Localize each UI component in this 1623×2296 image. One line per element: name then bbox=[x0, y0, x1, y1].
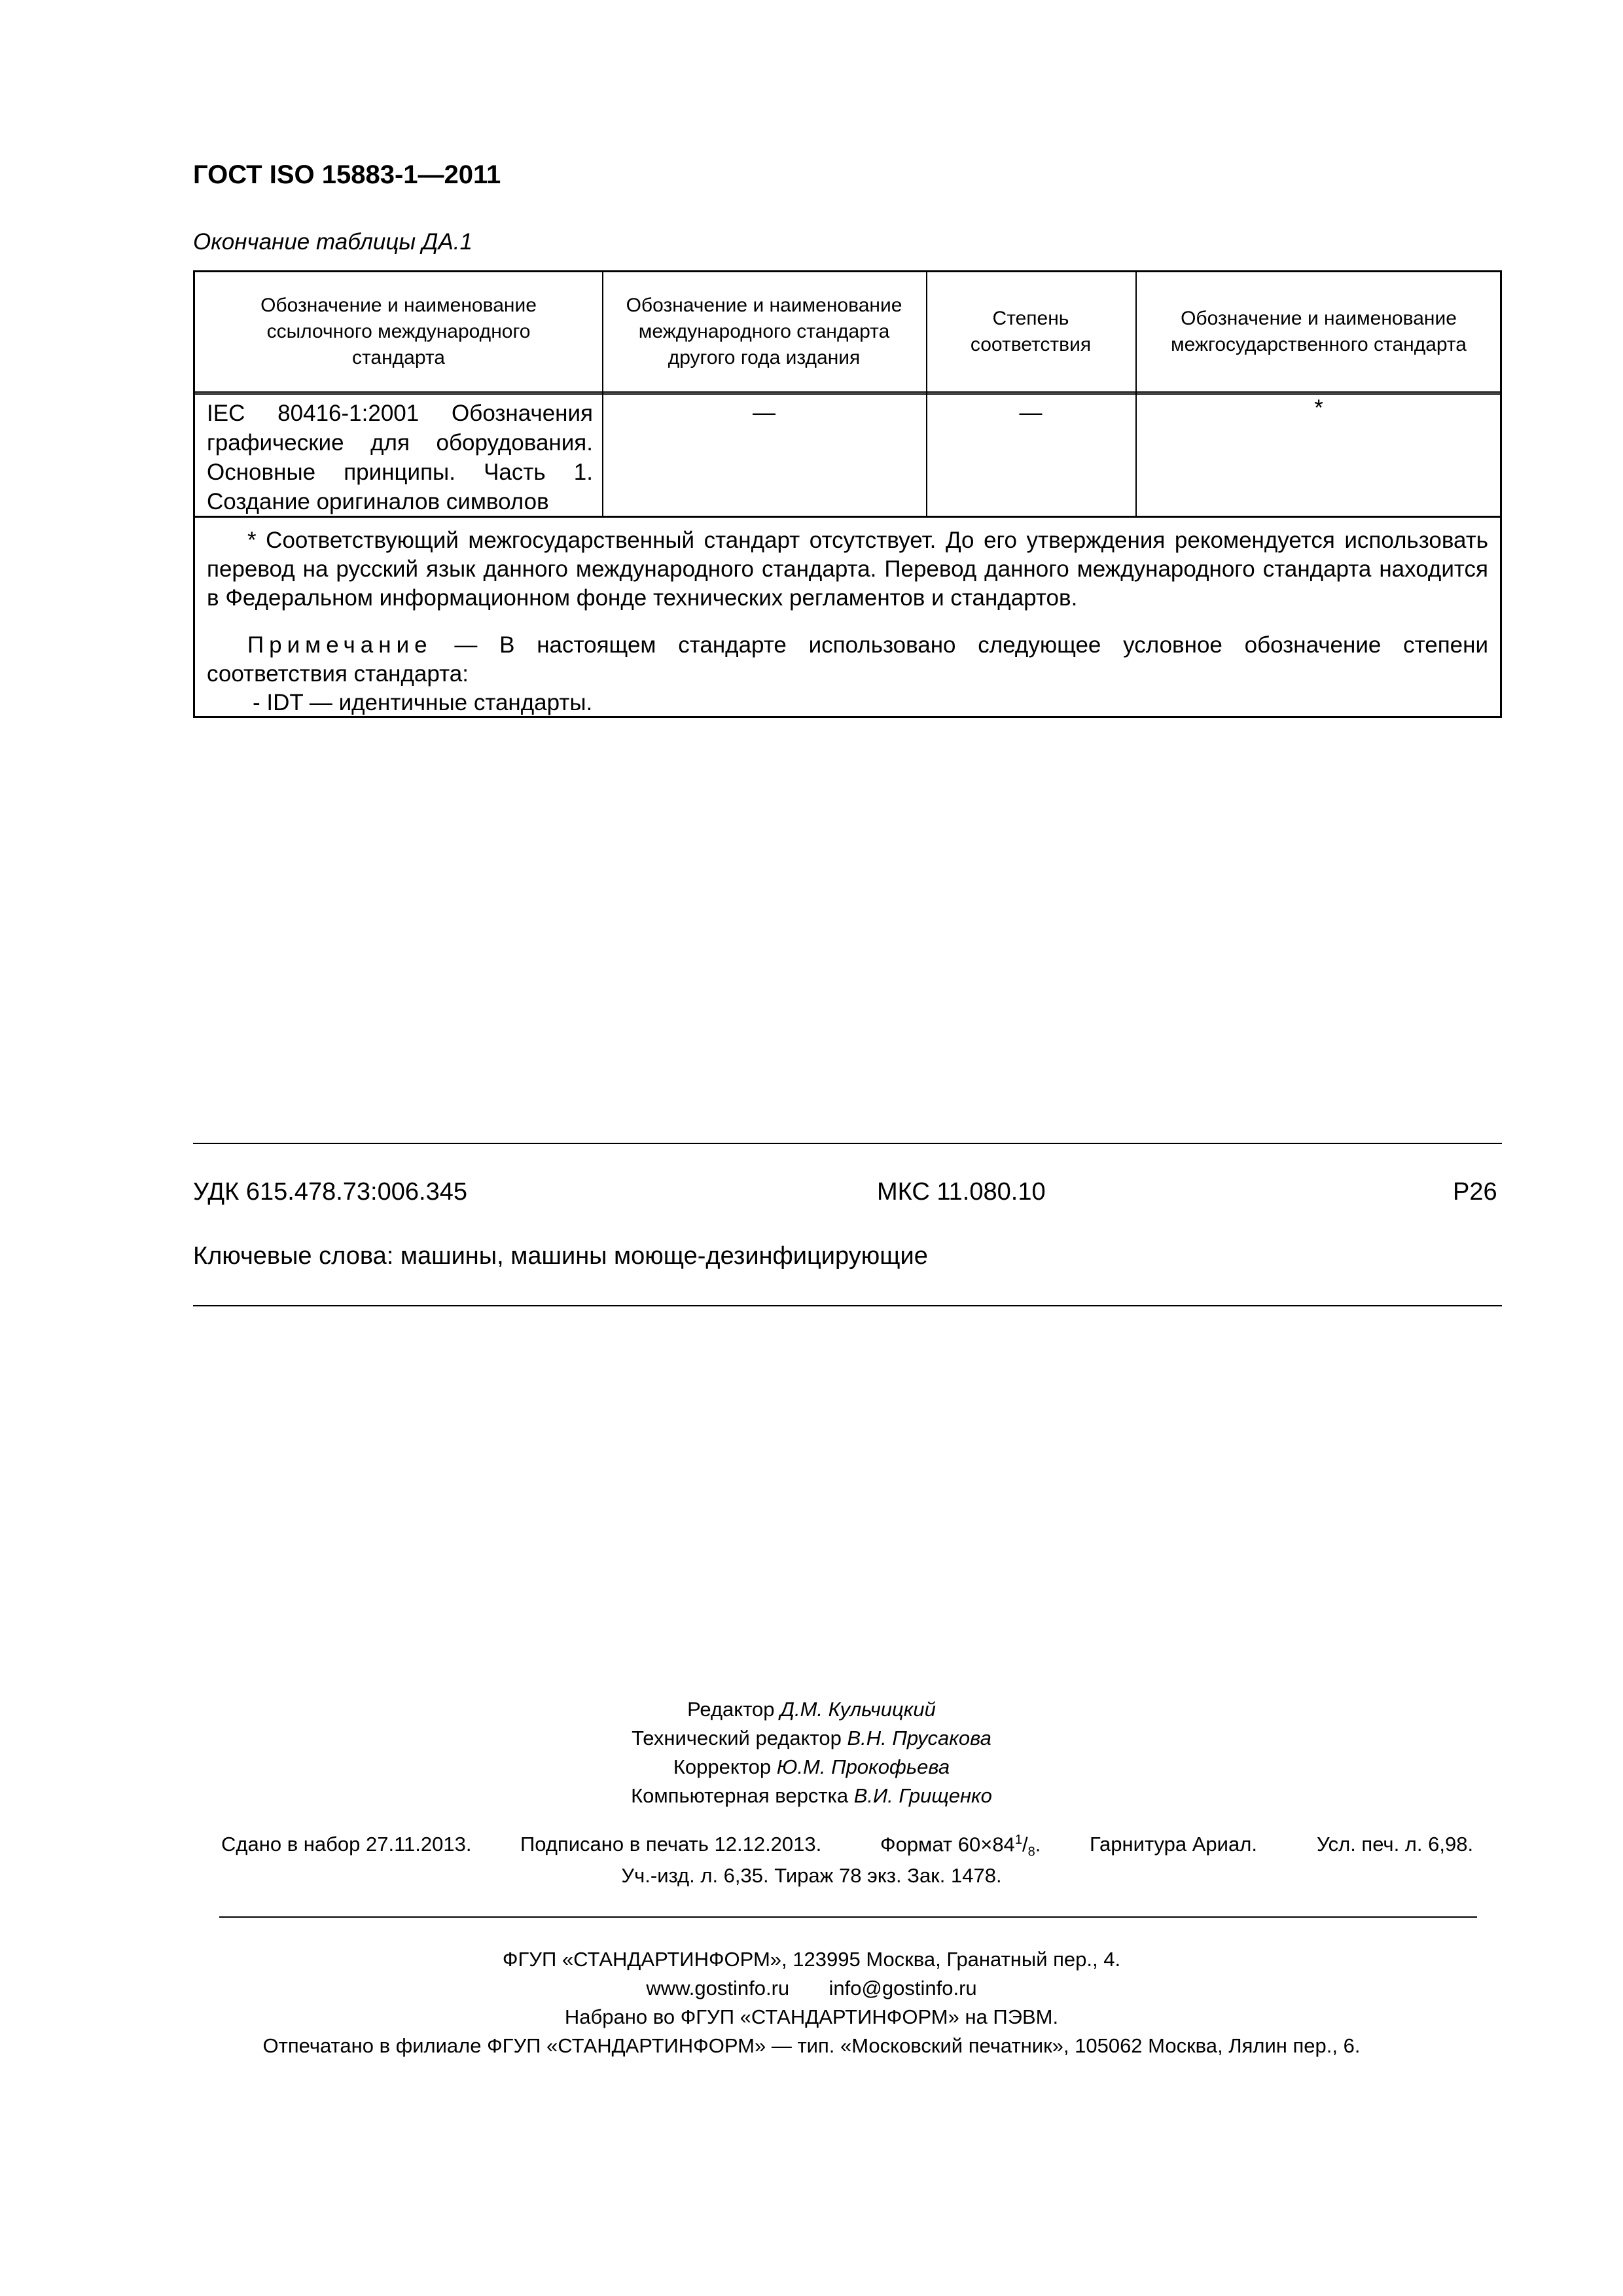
layout-line: Компьютерная верстка В.И. Грищенко bbox=[631, 1784, 992, 1807]
publisher-address: ФГУП «СТАНДАРТИНФОРМ», 123995 Москва, Гранатный пер., 4. bbox=[502, 1948, 1121, 1971]
table-cell-degree: — bbox=[1019, 400, 1043, 425]
tech-editor-line: Технический редактор В.Н. Прусакова bbox=[632, 1727, 991, 1749]
signed-date: Подписано в печать 12.12.2013. bbox=[520, 1833, 822, 1856]
classification-code: Р26 bbox=[1453, 1178, 1497, 1206]
table-cell-reference-standard: IEC 80416-1:2001 Обозначения графические для оборудования. Основные принципы. Часть 1. Создание оригиналов символов bbox=[207, 401, 593, 514]
column-header-other-year: Обозначение и наименование международного стандарта другого года издания bbox=[626, 295, 902, 368]
note-label: Примечание bbox=[247, 632, 433, 658]
printed-note: Отпечатано в филиале ФГУП «СТАНДАРТИНФОРМ» — тип. «Московский печатник», 105062 Москва, Лялин пер., 6. bbox=[262, 2034, 1361, 2057]
table-caption: Окончание таблицы ДА.1 bbox=[193, 229, 473, 255]
publisher-website[interactable]: www.gostinfo.ru bbox=[646, 1977, 790, 2000]
table-note bbox=[207, 631, 1488, 717]
mks-code: МКС 11.080.10 bbox=[877, 1178, 1046, 1206]
note-text: — В настоящем стандарте использовано следующее условное обозначение степени соответствия стандарта: bbox=[207, 632, 1488, 687]
submitted-date: Сдано в набор 27.11.2013. bbox=[221, 1833, 472, 1856]
table-footnote: * Соответствующий межгосударственный стандарт отсутствует. До его утверждения рекомендуется использовать перевод на русский язык данного международного стандарта. Перевод данного международного стандарта находится в Федеральном информационном фонде технических регламентов и стандартов. bbox=[207, 528, 1488, 611]
udk-code: УДК 615.478.73:006.345 bbox=[193, 1178, 467, 1206]
corrector-line: Корректор Ю.М. Прокофьева bbox=[673, 1755, 950, 1778]
publisher-info bbox=[0, 1945, 1623, 2060]
publishing-details: Уч.-изд. л. 6,35. Тираж 78 экз. Зак. 1478. bbox=[621, 1864, 1002, 1887]
typeset-note: Набрано во ФГУП «СТАНДАРТИНФОРМ» на ПЭВМ. bbox=[564, 2005, 1059, 2028]
editor-line: Редактор Д.М. Кульчицкий bbox=[687, 1698, 936, 1721]
print-sheets: Усл. печ. л. 6,98. bbox=[1317, 1833, 1474, 1856]
reference-table bbox=[193, 270, 1502, 718]
column-header-reference: Обозначение и наименование ссылочного международного стандарта bbox=[260, 295, 537, 368]
publisher-contacts bbox=[0, 1974, 1623, 2003]
table-cell-interstate: * bbox=[1314, 395, 1323, 421]
note-item: - IDT — идентичные стандарты. bbox=[253, 690, 593, 715]
column-header-interstate: Обозначение и наименование межгосударственного стандарта bbox=[1171, 308, 1467, 355]
publisher-email[interactable]: info@gostinfo.ru bbox=[829, 1977, 977, 2000]
divider-line bbox=[219, 1916, 1477, 1918]
keywords: Ключевые слова: машины, машины моюще-дезинфицирующие bbox=[193, 1242, 928, 1270]
print-format: Формат $60\times 84^1/_8$. bbox=[880, 1833, 1041, 1859]
divider-line bbox=[193, 1305, 1502, 1306]
editorial-credits bbox=[0, 1695, 1623, 1810]
table-cell-other-year: — bbox=[753, 400, 776, 425]
column-header-degree: Степень соответствия bbox=[970, 308, 1092, 355]
document-id: ГОСТ ISO 15883-1—2011 bbox=[193, 160, 501, 189]
divider-line bbox=[193, 1143, 1502, 1144]
typeface: Гарнитура Ариал. bbox=[1090, 1833, 1257, 1856]
